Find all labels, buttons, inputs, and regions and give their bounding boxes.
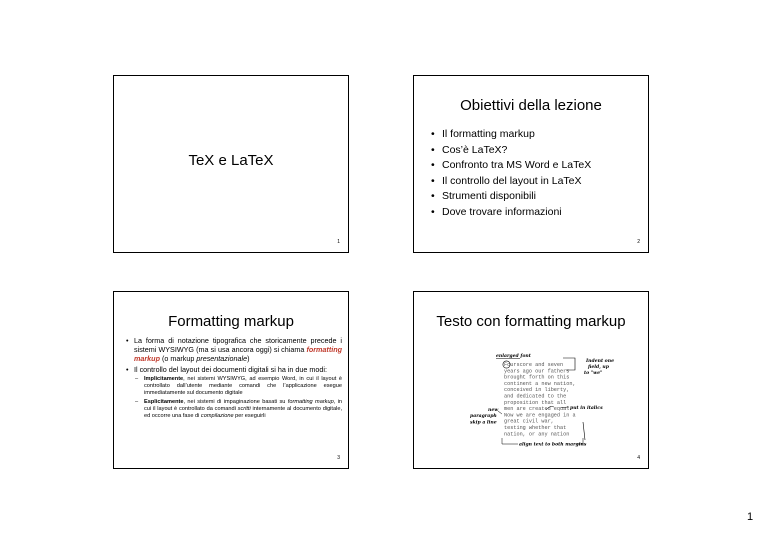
slide-4 — [413, 291, 649, 469]
slide-1 — [113, 75, 349, 253]
slide-3-number: 3 — [337, 455, 340, 461]
note-skip-a-line: skip a line — [470, 420, 497, 426]
proofreading-figure — [462, 350, 615, 450]
figure-line: Fourscore and seven — [504, 362, 564, 368]
slide-4-heading: Testo con formatting markup — [436, 313, 626, 330]
list-item: • Cos’è LaTeX? — [431, 143, 591, 159]
figure-line: nation, or any nation — [504, 431, 570, 438]
sub-bullet-explicit: – Esplicitamente, nei sistemi di impaginazione basati su formatting markup, in cui il layout è controllato da comandi scritti internamente al documento digitale, ed occorre una fase di compilazione per eseguirli — [126, 399, 342, 420]
note-indent: Indent one — [586, 359, 615, 364]
figure-line: and dedicated to the — [504, 393, 567, 400]
figure-line: conceived in liberty, — [504, 387, 570, 394]
list-item: • Il formatting markup — [431, 127, 591, 143]
figure-line: testing whether that — [504, 425, 567, 431]
formatting-markup-term: formatting markup — [134, 345, 342, 363]
list-item: • Il controllo del layout in LaTeX — [431, 174, 591, 190]
figure-line: years ago our fathers — [504, 368, 570, 375]
slide-4-number: 4 — [637, 455, 640, 461]
figure-line: brought forth on this — [504, 374, 570, 381]
note-new: new — [488, 408, 499, 413]
note-enlarged-font: enlarged font — [496, 354, 531, 359]
figure-line: continent a new nation, — [504, 380, 576, 387]
slide-2-heading: Obiettivi della lezione — [460, 97, 602, 114]
figure-line: Now we are engaged in a — [504, 412, 576, 419]
figure-line: great civil war, — [504, 418, 554, 425]
slide-1-title: TeX e LaTeX — [188, 152, 274, 169]
figure-line: proposition that all — [504, 399, 567, 406]
list-item: • Strumenti disponibili — [431, 189, 591, 205]
note-align-margins: align text to both margins — [519, 442, 587, 448]
slide-1-number: 1 — [337, 239, 340, 245]
list-item: • Confronto tra MS Word e LaTeX — [431, 158, 591, 174]
note-paragraph: paragraph — [470, 414, 497, 419]
bullet-paragraph-2: • Il controllo del layout dei documenti digitali si ha in due modi: — [126, 365, 342, 374]
slide-3-heading: Formatting markup — [168, 313, 294, 330]
bullet-paragraph-1: • La forma di notazione tipografica che storicamente precede i sistemi WYSIWYG (ma si usa ancora oggi) si chiama formatting markup (o markup presentazionale) — [126, 336, 342, 363]
slide-3 — [113, 291, 349, 469]
page-number: 1 — [747, 511, 754, 523]
note-field: field, up — [588, 365, 609, 370]
note-to-we: to "we" — [584, 371, 603, 376]
list-item: • Dove trovare informazioni — [431, 205, 591, 221]
slide-2-number: 2 — [637, 239, 640, 245]
note-put-in-italics: put in italics — [570, 406, 603, 411]
sub-bullet-implicit: – Implicitamente, nei sistemi WYSIWYG, ad esempio Word, in cui il layout è controllato dall’utente mediante comandi che l’applicazione esegue immediatamente sul documento digitale — [126, 376, 342, 397]
slide-3-body — [126, 336, 342, 422]
figure-line: men are created equal. — [504, 406, 573, 413]
slide-2 — [413, 75, 649, 253]
objectives-list — [431, 127, 591, 221]
